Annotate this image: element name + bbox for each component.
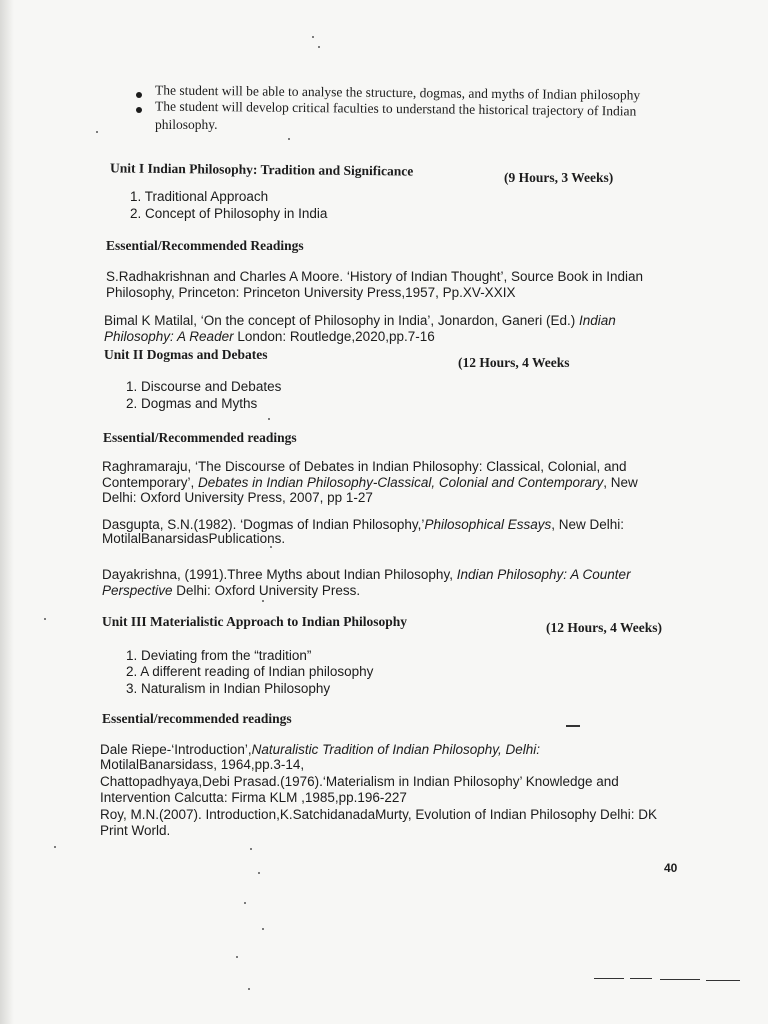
page-number: 40 xyxy=(664,861,678,875)
scan-speck xyxy=(312,36,314,38)
unit3-topic-3: 3. Naturalism in Indian Philosophy xyxy=(126,681,331,696)
unit2-reading-1-line2: Contemporary’, Debates in Indian Philosophy-Classical, Colonial and Contemporary, New xyxy=(102,475,638,490)
scan-speck xyxy=(96,131,98,133)
unit2-duration: (12 Hours, 4 Weeks xyxy=(458,355,570,370)
unit3-reading-2-line1: Chattopadhyaya,Debi Prasad.(1976).‘Materialism in Indian Philosophy’ Knowledge and xyxy=(100,774,619,789)
scan-speck xyxy=(288,138,290,140)
unit1-reading-2-line1: Bimal K Matilal, ‘On the concept of Philosophy in India’, Jonardon, Ganeri (Ed.) Indian xyxy=(104,313,616,328)
unit3-reading-3-line2: Print World. xyxy=(100,823,171,838)
unit3-reading-1-line2: MotilalBanarsidass, 1964,pp.3-14, xyxy=(100,757,305,772)
scan-dash xyxy=(594,978,624,979)
scan-dash xyxy=(660,979,700,980)
scan-speck xyxy=(248,988,250,990)
scan-shadow xyxy=(0,0,14,1024)
unit3-readings-heading: Essential/recommended readings xyxy=(102,711,292,726)
unit2-topic-2: 2. Dogmas and Myths xyxy=(126,396,258,411)
unit3-topic-2: 2. A different reading of Indian philosophy xyxy=(126,664,374,679)
unit2-reading-2-line1: Dasgupta, S.N.(1982). ‘Dogmas of Indian Philosophy,’Philosophical Essays, New Delhi: xyxy=(102,517,625,532)
unit3-reading-1-line1: Dale Riepe-‘Introduction’,Naturalistic Tradition of Indian Philosophy, Delhi: xyxy=(100,742,540,757)
scan-speck xyxy=(236,956,238,958)
unit1-duration: (9 Hours, 3 Weeks) xyxy=(504,170,614,185)
unit3-duration: (12 Hours, 4 Weeks) xyxy=(546,620,663,635)
unit1-topic-2: 2. Concept of Philosophy in India xyxy=(130,206,328,221)
unit3-title: Unit III Materialistic Approach to Indian Philosophy xyxy=(102,614,408,629)
scan-speck xyxy=(244,902,246,904)
scan-speck xyxy=(44,618,46,620)
unit1-reading-2-line2: Philosophy: A Reader London: Routledge,2020,pp.7-16 xyxy=(104,329,435,344)
scan-dash xyxy=(630,978,652,979)
scan-speck xyxy=(268,418,270,420)
unit2-readings-heading: Essential/Recommended readings xyxy=(103,430,297,445)
unit2-reading-3-line2: Perspective Delhi: Oxford University Press. xyxy=(102,583,361,598)
scan-dash xyxy=(706,980,740,981)
unit2-reading-1-line1: Raghramaraju, ‘The Discourse of Debates in Indian Philosophy: Classical, Colonial, and xyxy=(102,459,627,474)
bullet-icon xyxy=(136,92,142,98)
objective-1: The student will be able to analyse the structure, dogmas, and myths of Indian philosophy xyxy=(154,82,641,103)
unit3-topic-1: 1. Deviating from the “tradition” xyxy=(126,648,312,663)
scan-speck xyxy=(262,928,264,930)
unit1-readings-heading: Essential/Recommended Readings xyxy=(106,238,304,253)
ink-mark xyxy=(566,725,580,727)
unit1-title: Unit I Indian Philosophy: Tradition and Significance xyxy=(109,160,414,179)
unit3-reading-3-line1: Roy, M.N.(2007). Introduction,K.SatchidanadaMurty, Evolution of Indian Philosophy Delhi: DK xyxy=(100,807,658,822)
unit2-topic-1: 1. Discourse and Debates xyxy=(126,379,282,394)
unit3-reading-2-line2: Intervention Calcutta: Firma KLM ,1985,pp.196-227 xyxy=(100,790,407,805)
scan-speck xyxy=(270,546,272,548)
objective-2-cont: philosophy. xyxy=(155,117,218,132)
scan-speck xyxy=(262,600,264,602)
unit1-reading-1-line2: Philosophy, Princeton: Princeton University Press,1957, Pp.XV-XXIX xyxy=(106,285,516,300)
unit1-reading-1-line1: S.Radhakrishnan and Charles A Moore. ‘History of Indian Thought’, Source Book in Indian xyxy=(106,269,644,284)
scan-speck xyxy=(258,872,260,874)
bullet-icon xyxy=(136,107,142,113)
unit2-reading-1-line3: Delhi: Oxford University Press, 2007, pp 1-27 xyxy=(102,490,373,505)
objective-2: The student will develop critical faculties to understand the historical trajectory of Indian xyxy=(154,98,637,119)
unit2-title: Unit II Dogmas and Debates xyxy=(104,347,268,362)
unit1-topic-1: 1. Traditional Approach xyxy=(130,189,269,204)
scan-speck xyxy=(250,848,252,850)
scan-speck xyxy=(54,846,56,848)
scan-speck xyxy=(318,46,320,48)
unit2-reading-2-line2: MotilalBanarsidasPublications. xyxy=(102,531,286,546)
unit2-reading-3-line1: Dayakrishna, (1991).Three Myths about Indian Philosophy, Indian Philosophy: A Counter xyxy=(102,567,631,582)
